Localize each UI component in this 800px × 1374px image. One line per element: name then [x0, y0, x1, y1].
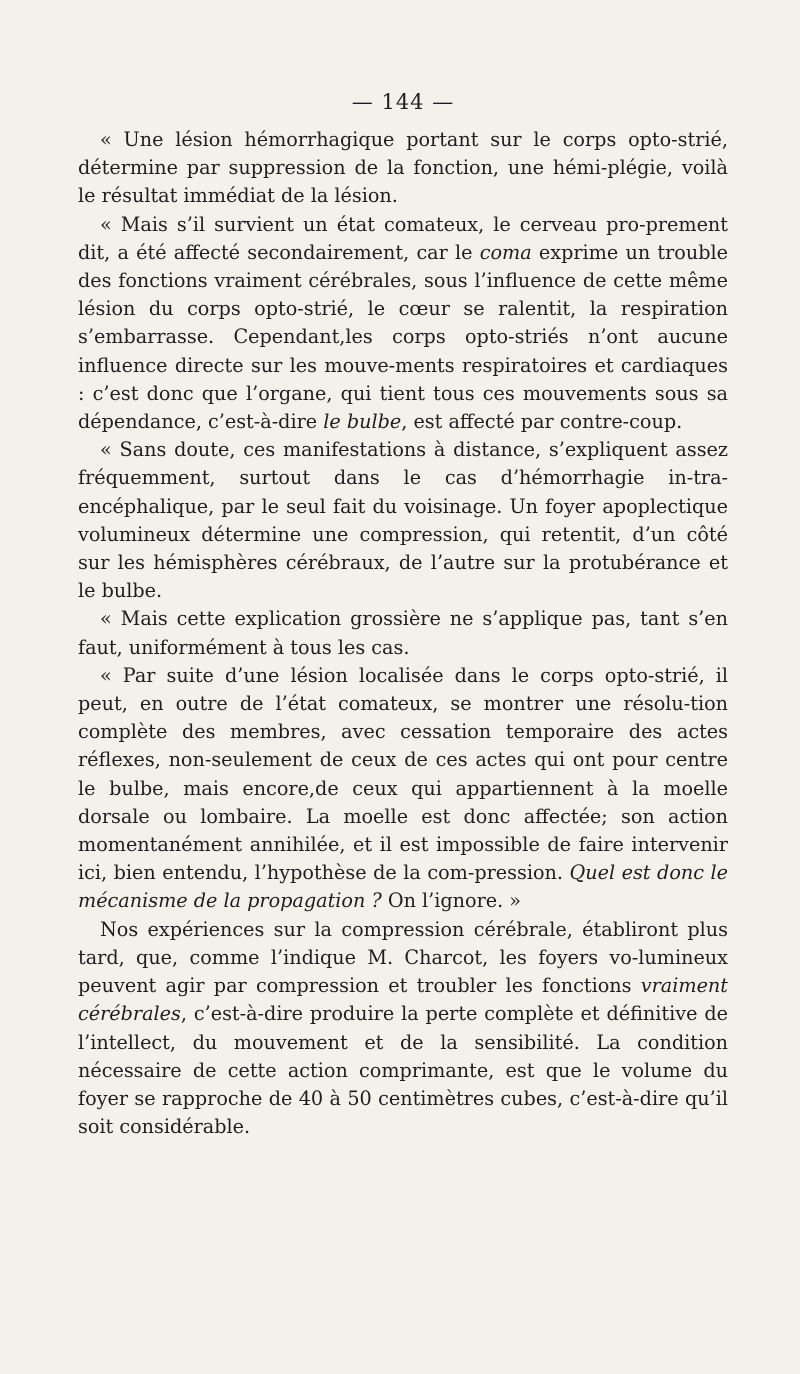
paragraph — [78, 605, 728, 661]
text-segment: , c’est-à-dire produire la perte complète et définitive de l’intellect, du mouvement et de la sensibilité. La condition nécessaire de cette action comprimante, est que le volume du foyer se rapproche de 40 à 50 centimètres cubes, c’est-à-dire qu’il soit considérable. — [78, 1002, 728, 1139]
italic-text: coma — [479, 240, 532, 264]
text-segment: « Mais cette explication grossière ne s’applique pas, tant s’en faut, uniformément à tous les cas. — [78, 607, 728, 659]
paragraph — [78, 916, 728, 1142]
paragraph — [78, 662, 728, 916]
text-segment: « Par suite d’une lésion localisée dans le corps opto-strié, il peut, en outre de l’état comateux, se montrer une résolu-tion complète des membres, avec cessation temporaire des actes réflexes, non-seulement de ceux de ces actes qui ont pour centre le bulbe, mais encore,de ceux qui appartiennent à la moelle dorsale ou lombaire. La moelle est donc affectée; son action momentanément annihilée, et il est impossible de faire intervenir ici, bien entendu, l’hypothèse de la com-pression. — [78, 663, 728, 885]
italic-text: vraiment cérébrales — [78, 974, 728, 1026]
paragraph — [78, 126, 728, 211]
text-segment: « Une lésion hémorrhagique portant sur le corps opto-strié, détermine par suppression de la fonction, une hémi-plégie, voilà le résultat immédiat de la lésion. — [78, 128, 728, 208]
text-segment: exprime un trouble des fonctions vraiment cérébrales, sous l’influence de cette même lésion du corps opto-strié, le cœur se ralentit, la respiration s’embarrasse. Cependant,les corps opto-striés n’ont aucune influence directe sur les mouve-ments respiratoires et cardiaques : c’est donc que l’organe, qui tient tous ces mouvements sous sa dépendance, c’est-à-dire — [78, 240, 728, 434]
paragraph — [78, 211, 728, 437]
italic-text: Quel est donc le mécanisme de la propagation ? — [78, 861, 728, 913]
text-segment: Nos expériences sur la compression cérébrale, établiront plus tard, que, comme l’indique M. Charcot, les foyers vo-lumineux peuvent agir par compression et troubler les fonctions — [78, 917, 728, 998]
italic-text: le bulbe — [323, 410, 402, 434]
text-segment: « Mais s’il survient un état comateux, le cerveau pro-prement dit, a été affecté secondairement, car le — [78, 212, 728, 264]
book-page — [78, 90, 728, 1141]
text-segment: , est affecté par contre-coup. — [401, 410, 683, 434]
paragraph — [78, 436, 728, 605]
text-segment: « Sans doute, ces manifestations à distance, s’expliquent assez fréquemment, surtout dans le cas d’hémorrhagie in-tra-encéphalique, par le seul fait du voisinage. Un foyer apoplectique volumineux détermine une compression, qui retentit, d’un côté sur les hémisphères cérébraux, de l’autre sur la protubérance et le bulbe. — [78, 438, 728, 603]
page-number: — 144 — — [351, 90, 455, 114]
page-body-text — [78, 126, 728, 1141]
text-segment: On l’ignore. » — [381, 889, 522, 913]
